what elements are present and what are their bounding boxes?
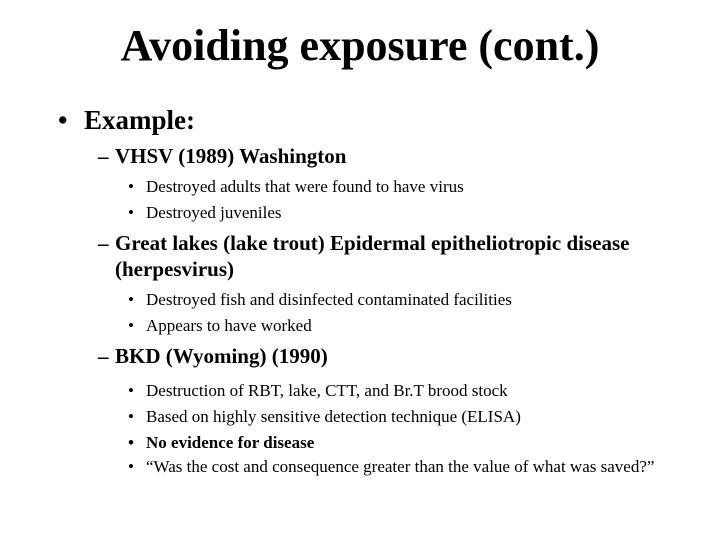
slide-content xyxy=(0,104,720,478)
case-point-text: Based on highly sensitive detection technique (ELISA) xyxy=(146,407,521,426)
bullet-icon: • xyxy=(128,457,134,476)
dash-icon: – xyxy=(98,144,109,168)
case-point-text: Destroyed fish and disinfected contaminated facilities xyxy=(146,290,512,309)
case-heading-text: BKD (Wyoming) (1990) xyxy=(115,344,328,368)
case-point xyxy=(128,313,656,339)
dash-icon: – xyxy=(98,344,109,368)
dash-icon: – xyxy=(98,231,109,255)
bullet-icon: • xyxy=(128,407,134,426)
case-heading-text: Great lakes (lake trout) Epidermal epitheliotropic disease (herpesvirus) xyxy=(115,231,630,281)
case-point xyxy=(128,287,656,313)
case-point xyxy=(128,200,656,226)
case-heading xyxy=(98,343,655,369)
case-point-text: “Was the cost and consequence greater than the value of what was saved?” xyxy=(146,457,655,476)
case-point xyxy=(128,378,656,404)
case-point xyxy=(128,456,656,478)
case-point xyxy=(128,174,656,200)
case-point xyxy=(128,404,656,430)
bullet-icon: • xyxy=(128,316,134,335)
case-point-text: Destruction of RBT, lake, CTT, and Br.T brood stock xyxy=(146,381,508,400)
example-label: Example: xyxy=(84,105,195,135)
bullet-icon: • xyxy=(128,433,134,452)
example-item xyxy=(58,104,720,136)
bullet-icon: • xyxy=(128,177,134,196)
case-point-emphasis xyxy=(128,430,656,456)
case-point-text: No evidence for disease xyxy=(146,433,315,452)
case-heading-text: VHSV (1989) Washington xyxy=(115,144,347,168)
case-heading xyxy=(98,230,655,282)
bullet-icon: • xyxy=(128,381,134,400)
bullet-icon: • xyxy=(128,290,134,309)
case-point-text: Destroyed juveniles xyxy=(146,203,282,222)
bullet-icon: • xyxy=(128,203,134,222)
bullet-icon: • xyxy=(58,105,68,135)
case-heading xyxy=(98,143,655,169)
case-point-text: Appears to have worked xyxy=(146,316,312,335)
case-point-text: Destroyed adults that were found to have virus xyxy=(146,177,464,196)
slide-title: Avoiding exposure (cont.) xyxy=(120,21,600,70)
